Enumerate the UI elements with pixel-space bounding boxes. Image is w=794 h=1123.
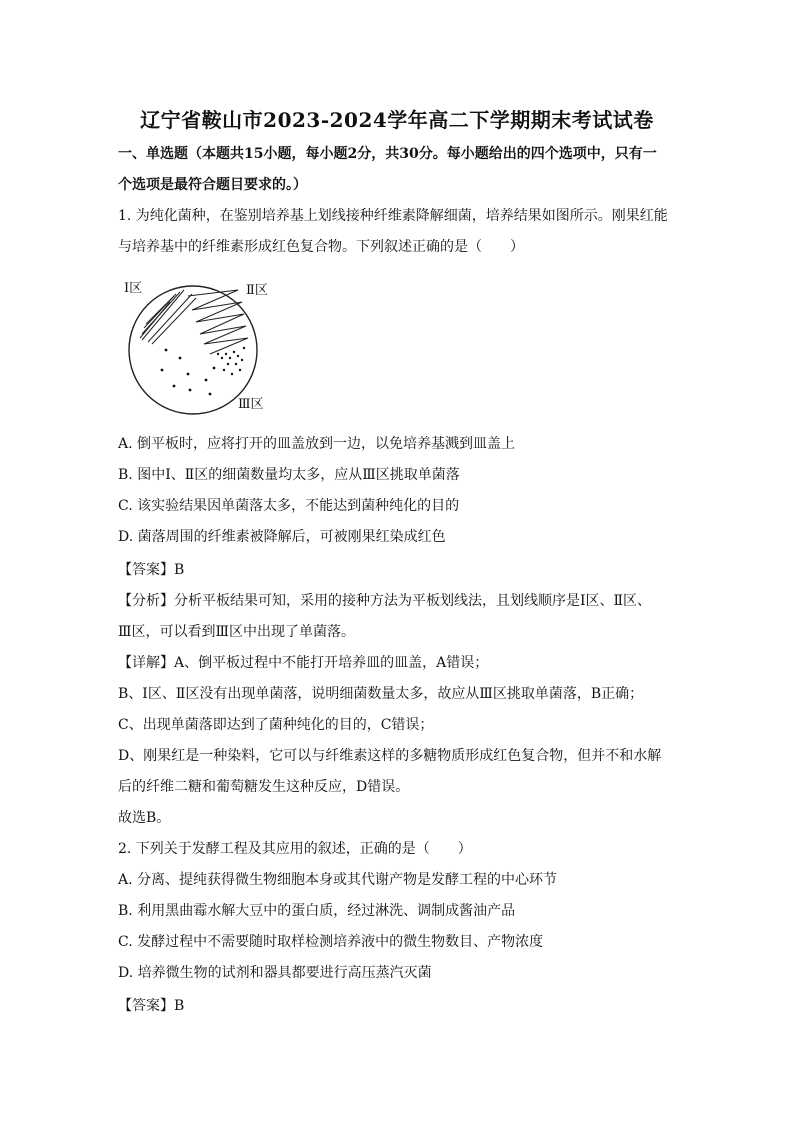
q2-option-b: B. 利用黑曲霉水解大豆中的蛋白质，经过淋洗、调制成酱油产品 — [118, 903, 516, 919]
page-title: 辽宁省鞍山市2023-2024学年高二下学期期末考试试卷 — [140, 108, 654, 132]
zone-2-streaks — [188, 290, 248, 354]
zone-1-streaks — [140, 290, 196, 344]
section-heading-line-1: 一、单选题（本题共15小题，每小题2分，共30分。每小题给出的四个选项中，只有一 — [118, 146, 657, 162]
section-heading-line-2: 个选项是最符合题目要求的。） — [118, 177, 307, 193]
q1-option-d: D. 菌落周围的纤维素被降解后，可被刚果红染成红色 — [118, 529, 446, 545]
q1-option-b: B. 图中Ⅰ、Ⅱ区的细菌数量均太多，应从Ⅲ区挑取单菌落 — [118, 467, 460, 483]
q1-analysis-line-2: Ⅲ区，可以看到Ⅲ区中出现了单菌落。 — [118, 624, 356, 640]
q1-stem-line-2: 与培养基中的纤维素形成红色复合物。下列叙述正确的是（ ） — [118, 239, 524, 255]
q2-stem: 2. 下列关于发酵工程及其应用的叙述，正确的是（ ） — [118, 841, 472, 857]
zone-1-label: Ⅰ区 — [124, 281, 143, 296]
zone-2-label: Ⅱ区 — [246, 283, 268, 298]
zone-3-colonies — [161, 347, 246, 396]
q1-option-a: A. 倒平板时，应将打开的皿盖放到一边，以免培养基溅到皿盖上 — [118, 436, 516, 452]
q1-detail-line-2: B、Ⅰ区、Ⅱ区没有出现单菌落，说明细菌数量太多，故应从Ⅲ区挑取单菌落，B正确； — [118, 686, 644, 702]
q1-stem-line-1: 1. 为纯化菌种，在鉴别培养基上划线接种纤维素降解细菌，培养结果如图所示。刚果红能 — [118, 208, 668, 224]
q1-conclusion: 故选B。 — [118, 810, 171, 826]
q1-answer: 【答案】B — [118, 562, 185, 578]
q1-detail-line-1: 【详解】A、倒平板过程中不能打开培养皿的皿盖，A错误； — [118, 655, 489, 671]
q1-option-c: C. 该实验结果因单菌落太多，不能达到菌种纯化的目的 — [118, 498, 460, 514]
q1-detail-line-5: 后的纤维二糖和葡萄糖发生这种反应，D错误。 — [118, 779, 410, 795]
q2-answer: 【答案】B — [118, 998, 185, 1014]
q1-detail-line-3: C、出现单菌落即达到了菌种纯化的目的，C错误； — [118, 717, 434, 733]
petri-dish-outline — [129, 286, 257, 414]
q2-option-c: C. 发酵过程中不需要随时取样检测培养液中的微生物数目、产物浓度 — [118, 934, 544, 950]
zone-3-label: Ⅲ区 — [238, 397, 264, 412]
q2-option-a: A. 分离、提纯获得微生物细胞本身或其代谢产物是发酵工程的中心环节 — [118, 872, 558, 888]
q2-option-d: D. 培养微生物的试剂和器具都要进行高压蒸汽灭菌 — [118, 965, 432, 981]
petri-dish-figure — [118, 278, 288, 418]
q1-analysis-line-1: 【分析】分析平板结果可知，采用的接种方法为平板划线法，且划线顺序是Ⅰ区、Ⅱ区、 — [118, 593, 652, 609]
q1-detail-line-4: D、刚果红是一种染料，它可以与纤维素这样的多糖物质形成红色复合物，但并不和水解 — [118, 748, 662, 764]
